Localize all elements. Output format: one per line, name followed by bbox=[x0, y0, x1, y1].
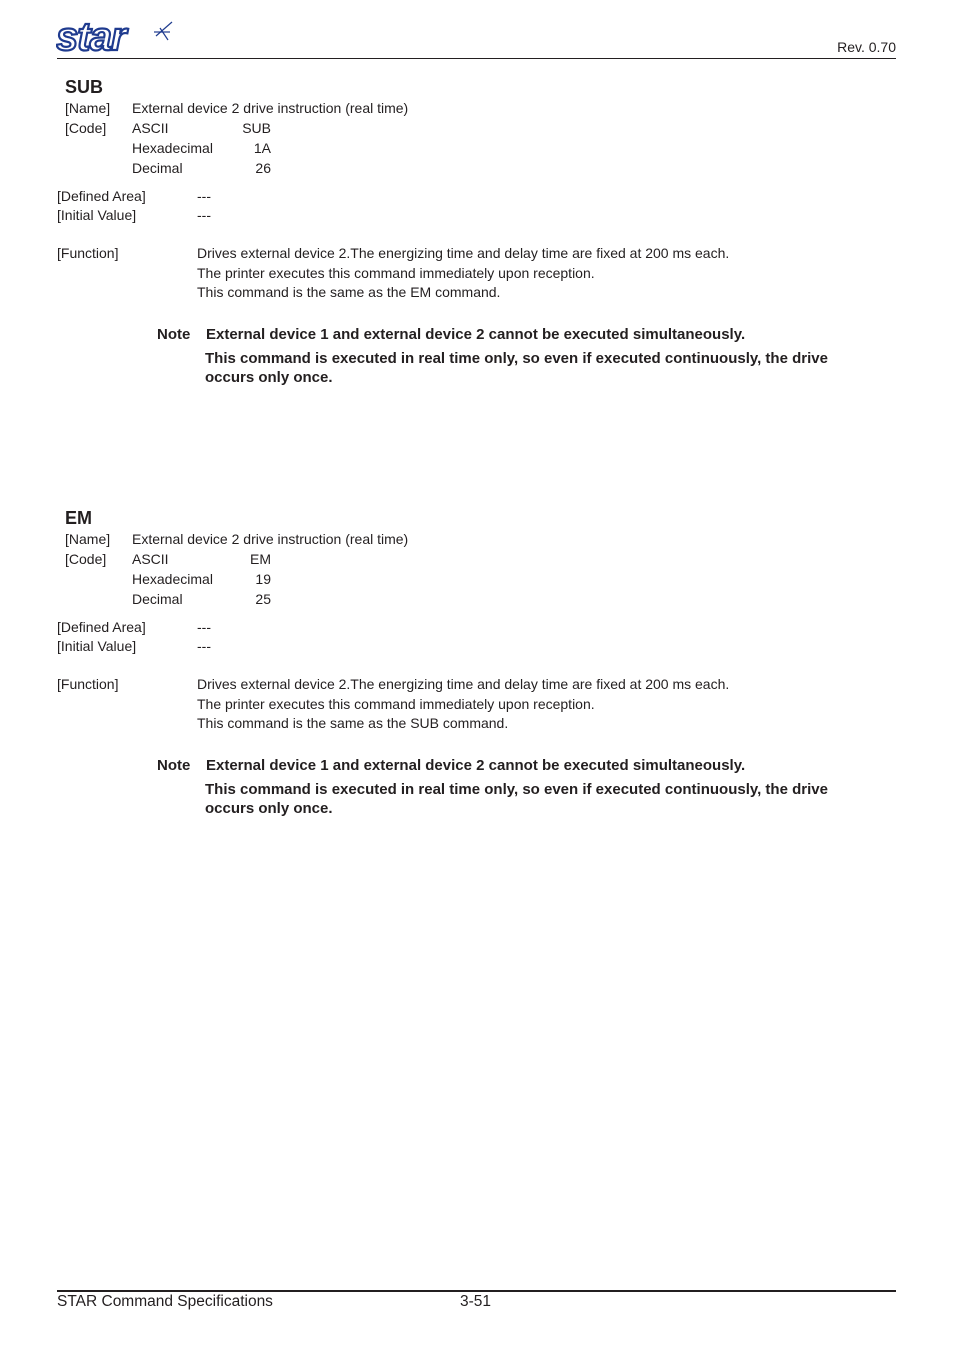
function-line: This command is the same as the EM command. bbox=[197, 284, 501, 300]
revision: Rev. 0.70 bbox=[837, 39, 896, 55]
section-title: EM bbox=[65, 508, 92, 528]
code-label: [Code] bbox=[65, 551, 107, 567]
function-line: The printer executes this command immediately upon reception. bbox=[197, 696, 595, 712]
logo-text: star bbox=[56, 15, 126, 56]
defined-area-label: [Defined Area] bbox=[57, 188, 146, 204]
note-line: External device 1 and external device 2 cannot be executed simultaneously. bbox=[206, 326, 746, 343]
code-dec-value: 26 bbox=[255, 160, 271, 176]
code-label: [Code] bbox=[65, 120, 107, 136]
initial-value-value: --- bbox=[197, 207, 211, 223]
code-hex-label: Hexadecimal bbox=[132, 571, 213, 587]
note-label: Note bbox=[157, 326, 191, 343]
note-label: Note bbox=[157, 757, 191, 774]
code-hex-value: 19 bbox=[255, 571, 271, 587]
note-line: occurs only once. bbox=[205, 369, 333, 386]
note-line: This command is executed in real time only, so even if executed continuously, the drive bbox=[205, 781, 828, 798]
initial-value-label: [Initial Value] bbox=[57, 638, 137, 654]
code-dec-label: Decimal bbox=[132, 591, 183, 607]
footer-doc-title: STAR Command Specifications bbox=[57, 1293, 273, 1310]
name-value: External device 2 drive instruction (real time) bbox=[132, 531, 409, 547]
star-mark-icon bbox=[154, 22, 172, 40]
function-line: The printer executes this command immediately upon reception. bbox=[197, 265, 595, 281]
name-value: External device 2 drive instruction (real time) bbox=[132, 100, 409, 116]
code-dec-value: 25 bbox=[255, 591, 271, 607]
code-ascii-label: ASCII bbox=[132, 551, 169, 567]
footer-page-number: 3-51 bbox=[460, 1293, 492, 1310]
star-logo bbox=[56, 14, 176, 56]
function-line: Drives external device 2.The energizing time and delay time are fixed at 200 ms each. bbox=[197, 245, 730, 261]
code-hex-value: 1A bbox=[253, 140, 271, 156]
code-ascii-label: ASCII bbox=[132, 120, 169, 136]
section-title: SUB bbox=[65, 77, 104, 97]
defined-area-value: --- bbox=[197, 188, 211, 204]
function-line: This command is the same as the SUB command. bbox=[197, 715, 509, 731]
initial-value-value: --- bbox=[197, 638, 211, 654]
code-ascii-value: EM bbox=[250, 551, 271, 567]
function-line: Drives external device 2.The energizing time and delay time are fixed at 200 ms each. bbox=[197, 676, 730, 692]
note-line: This command is executed in real time only, so even if executed continuously, the drive bbox=[205, 350, 828, 367]
code-hex-label: Hexadecimal bbox=[132, 140, 213, 156]
code-ascii-value: SUB bbox=[242, 120, 271, 136]
function-label: [Function] bbox=[57, 676, 119, 692]
initial-value-label: [Initial Value] bbox=[57, 207, 137, 223]
name-label: [Name] bbox=[65, 100, 111, 116]
header-rule bbox=[57, 58, 896, 59]
note-line: occurs only once. bbox=[205, 800, 333, 817]
note-line: External device 1 and external device 2 cannot be executed simultaneously. bbox=[206, 757, 746, 774]
code-dec-label: Decimal bbox=[132, 160, 183, 176]
name-label: [Name] bbox=[65, 531, 111, 547]
defined-area-value: --- bbox=[197, 619, 211, 635]
footer-rule bbox=[57, 1290, 896, 1292]
function-label: [Function] bbox=[57, 245, 119, 261]
defined-area-label: [Defined Area] bbox=[57, 619, 146, 635]
